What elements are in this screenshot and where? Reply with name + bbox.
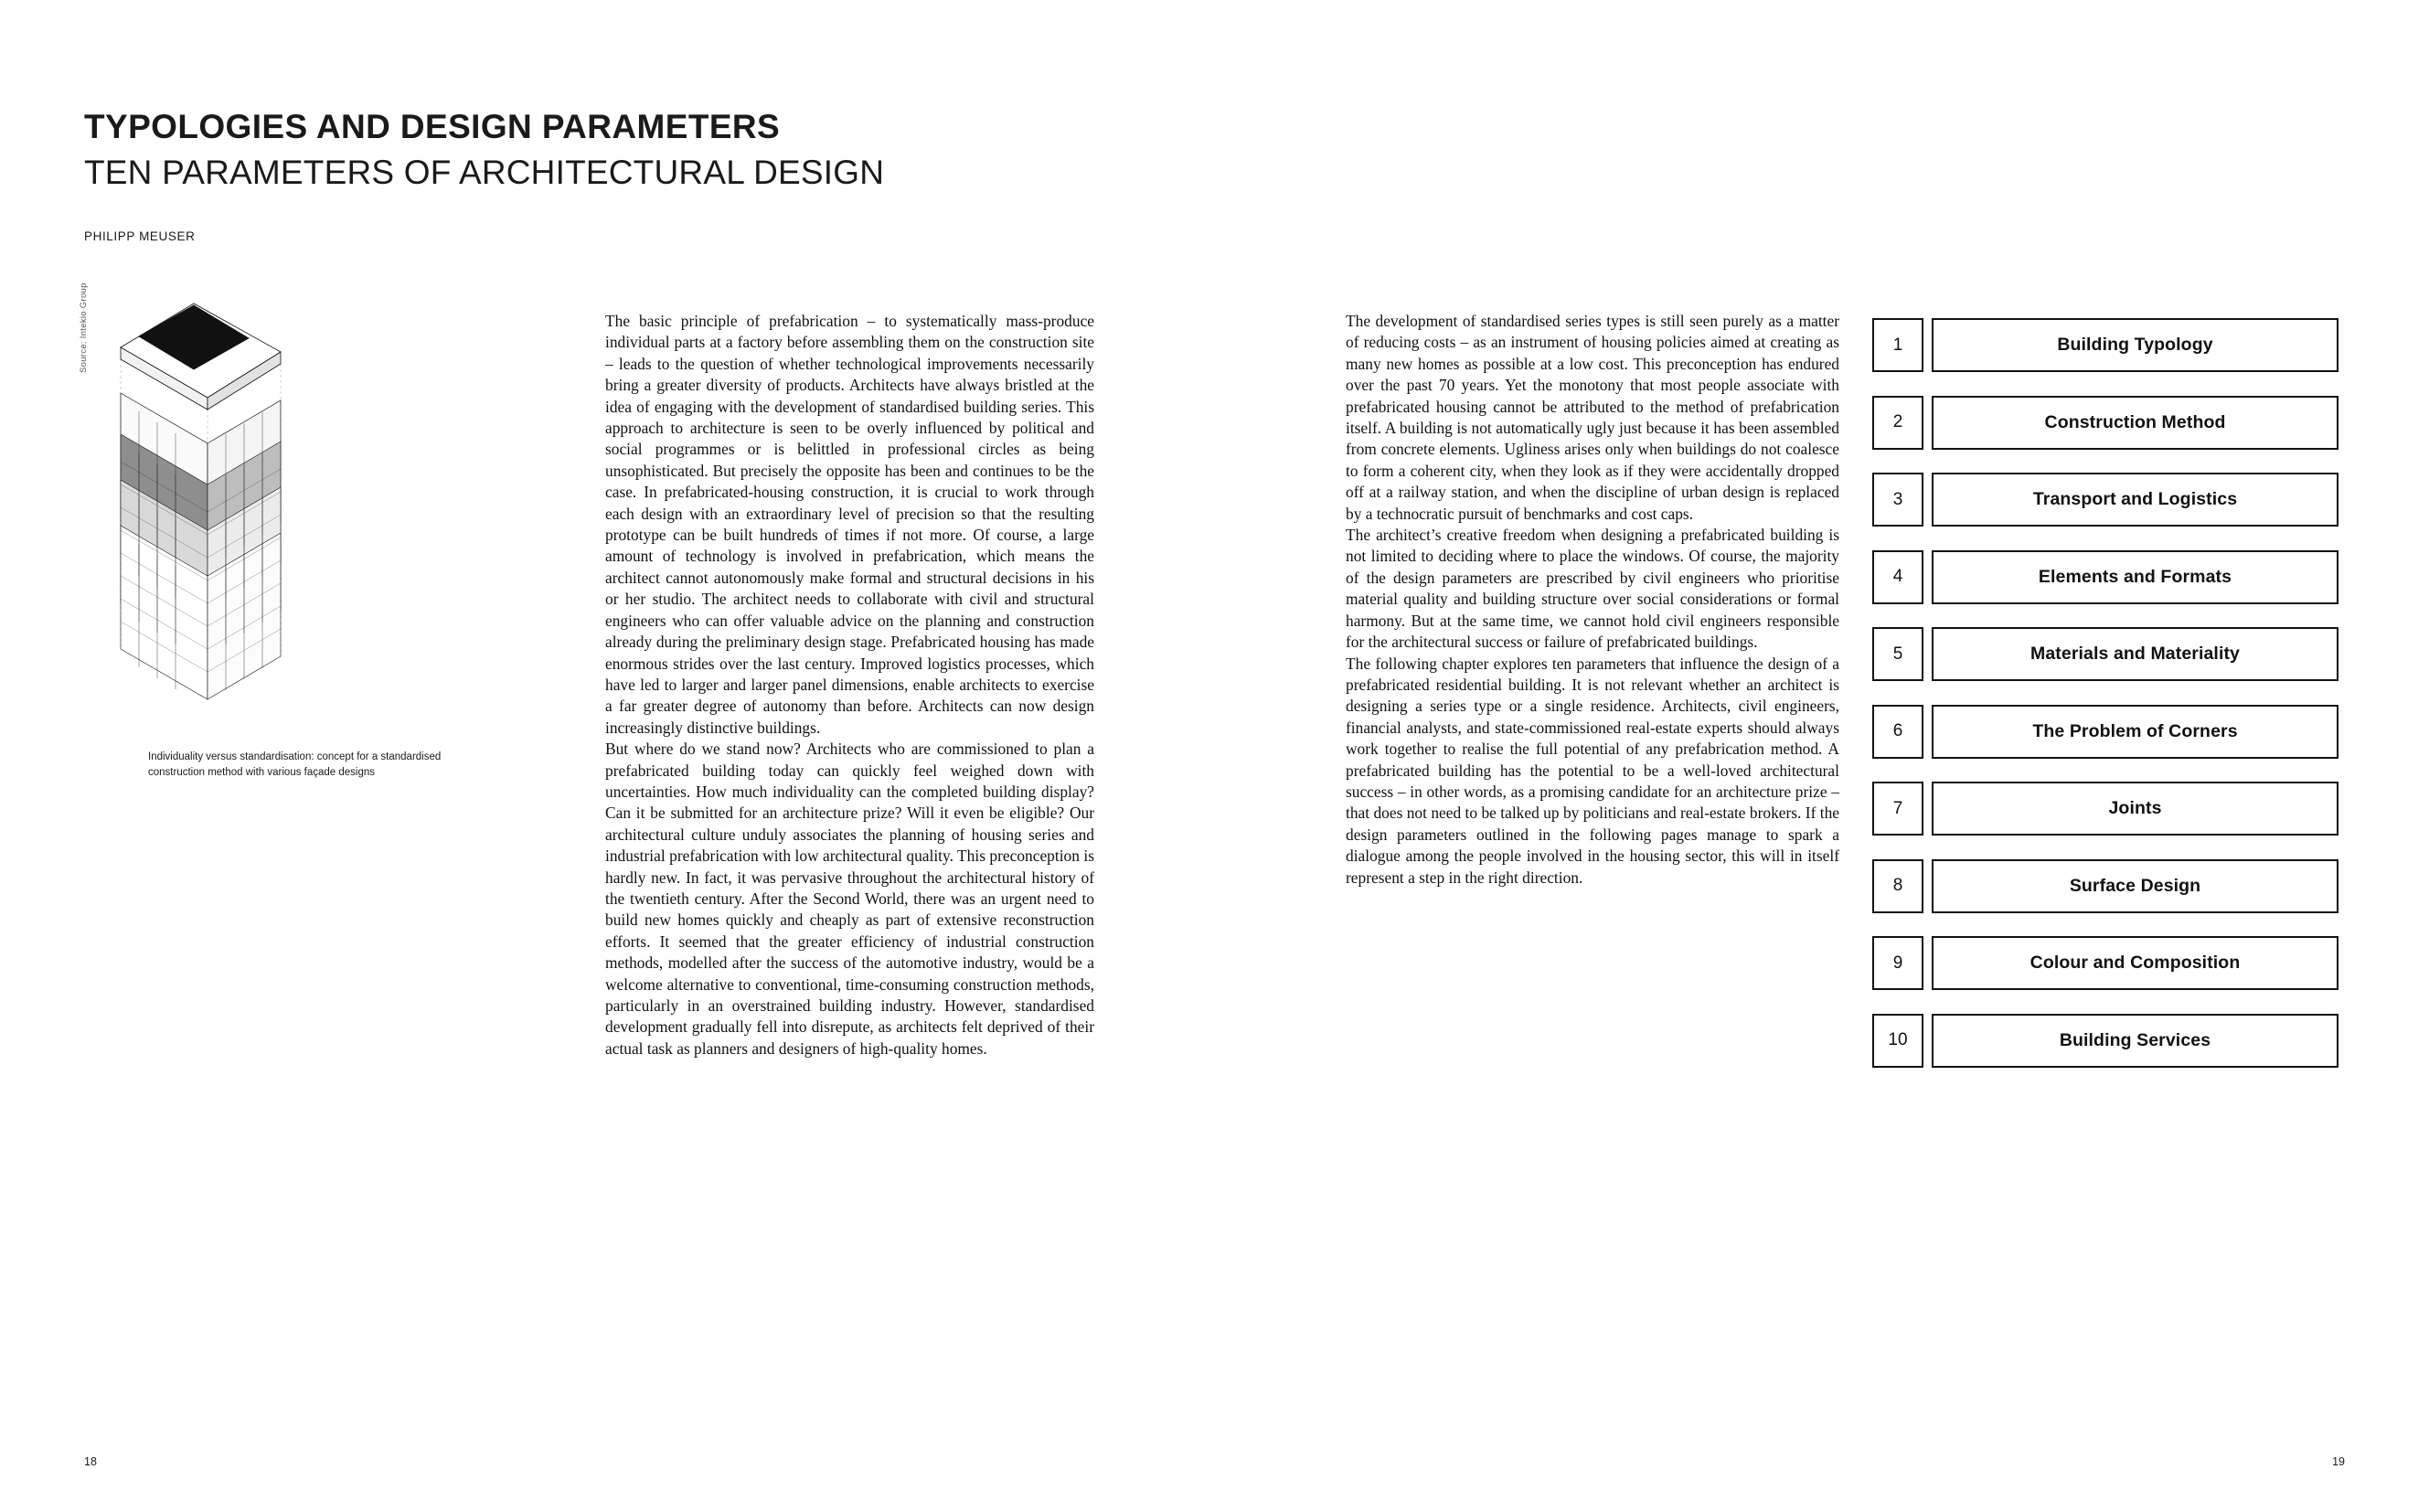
page-header: [84, 108, 1364, 243]
parameter-item-8: [1872, 859, 2338, 913]
parameter-label: Building Typology: [1932, 318, 2338, 372]
paragraph-right-2: The architect’s creative freedom when designing a prefabricated building is not limited to deciding where to place the windows. Of course, the majority of the design parameters are prescribed by civil engineers who prioritise material quality and building structure over social considerations or formal harmony. But at the same time, we cannot hold civil engineers responsible for the architectural success or failure of prefabricated buildings.: [1346, 526, 1839, 652]
parameter-label: The Problem of Corners: [1932, 705, 2338, 759]
parameter-number: 8: [1872, 859, 1923, 913]
body-column-right: [1346, 311, 1839, 889]
parameter-item-1: [1872, 318, 2338, 372]
parameter-label: Construction Method: [1932, 396, 2338, 450]
parameter-item-7: [1872, 782, 2338, 836]
parameter-label: Transport and Logistics: [1932, 473, 2338, 527]
axonometric-building-diagram: [84, 293, 477, 750]
paragraph-right-1: The development of standardised series types is still seen purely as a matter of reducing costs – as an instrument of housing policies aimed at creating as many new homes as possible at a low cost. This preconception has endured over the past 70 years. Yet the monotony that most people associate with prefabricated housing cannot be attributed to the method of prefabrication itself. A building is not automatically ugly just because it has been assembled from concrete elements. Ugliness arises only when buildings do not coalesce to form a coherent city, when they look as if they were accidentally dropped off at a railway station, and when the discipline of urban design is replaced by a technocratic pursuit of benchmarks and cost caps.: [1346, 312, 1839, 523]
paragraph-left-1: The basic principle of prefabrication – to systematically mass-produce individual parts at a factory before assembling them on the construction site – leads to the question of whether technological improvements necessarily bring a greater diversity of products. Architects have always bristled at the idea of engaging with the development of standardised building series. This approach to architecture is seen to be overly influenced by political and social programmes or is belittled in professional circles as being unsophisticated. But precisely the opposite has been and continues to be the case. In prefabricated-housing construction, it is crucial to work through each design with an extraordinary level of precision so that the resulting prototype can be built hundreds of times if not more. Of course, a large amount of technology is involved in prefabrication, which means the architect cannot autonomously make formal and structural decisions in his or her studio. The architect needs to collaborate with civil and structural engineers who can offer valuable advice on the planning and construction already during the preliminary design stage. Prefabricated housing has made enormous strides over the last century. Improved logistics processes, which have led to larger and larger panel dimensions, enable architects to exercise a far greater degree of autonomy than before. Architects can now design increasingly distinctive buildings.: [605, 312, 1094, 737]
parameter-number: 3: [1872, 473, 1923, 527]
parameter-label: Materials and Materiality: [1932, 627, 2338, 681]
parameter-label: Building Services: [1932, 1014, 2338, 1068]
parameter-item-5: [1872, 627, 2338, 681]
page-number-right: 19: [2332, 1455, 2345, 1468]
parameter-number: 1: [1872, 318, 1923, 372]
page-subtitle: TEN PARAMETERS OF ARCHITECTURAL DESIGN: [84, 153, 885, 191]
figure-caption: Individuality versus standardisation: concept for a standardised construction method with various façade designs: [148, 751, 442, 778]
figure-source-credit: Source: Intekio Group: [79, 282, 89, 373]
parameter-item-2: [1872, 396, 2338, 450]
parameter-number: 10: [1872, 1014, 1923, 1068]
parameter-item-6: [1872, 705, 2338, 759]
parameter-label: Colour and Composition: [1932, 936, 2338, 990]
parameter-label: Surface Design: [1932, 859, 2338, 913]
parameter-item-9: [1872, 936, 2338, 990]
figure-block: [64, 282, 494, 804]
parameter-item-10: [1872, 1014, 2338, 1068]
paragraph-right-3: The following chapter explores ten parameters that influence the design of a prefabricated residential building. It is not relevant whether an architect is designing a series type or a single residence. Architects, civil engineers, financial analysts, and state-commissioned real-estate experts should always work together to realise the full potential of any prefabrication method. A prefabricated building has the potential to be a well-loved architectural success – in other words, as a promising candidate for an architecture prize – that does not need to be talked up by politicians and real-estate brokers. If the design parameters outlined in the following pages manage to spark a dialogue among the people involved in the housing sector, this will in itself represent a step in the right direction.: [1346, 654, 1839, 887]
parameter-number: 7: [1872, 782, 1923, 836]
page-title: TYPOLOGIES AND DESIGN PARAMETERS: [84, 108, 781, 145]
author-name: PHILIPP MEUSER: [84, 229, 196, 243]
parameter-label: Elements and Formats: [1932, 550, 2338, 604]
parameter-item-3: [1872, 473, 2338, 527]
body-column-left: [605, 311, 1094, 1059]
parameter-number: 9: [1872, 936, 1923, 990]
paragraph-left-2: But where do we stand now? Architects who are commissioned to plan a prefabricated building today can quickly feel weighed down with uncertainties. How much individuality can the completed building display? Can it be submitted for an architecture prize? Will it even be eligible? Our architectural culture unduly associates the planning of housing series and industrial prefabrication with low architectural quality. This preconception is hardly new. In fact, it was pervasive throughout the architectural history of the twentieth century. After the Second World, there was an urgent need to build new homes quickly and cheaply as part of extensive reconstruction efforts. It seemed that the greater efficiency of industrial construction methods, modelled after the success of the automotive industry, would be a welcome alternative to conventional, time-consuming construction methods, particularly in an overstrained building industry. However, standardised development gradually fell into disrepute, as architects felt deprived of their actual task as planners and designers of high-quality homes.: [605, 740, 1094, 1058]
page-number-left: 18: [84, 1455, 97, 1468]
parameter-number: 4: [1872, 550, 1923, 604]
parameter-number: 5: [1872, 627, 1923, 681]
parameter-label: Joints: [1932, 782, 2338, 836]
parameter-item-4: [1872, 550, 2338, 604]
parameter-number: 2: [1872, 396, 1923, 450]
parameter-list: [1872, 318, 2338, 1091]
parameter-number: 6: [1872, 705, 1923, 759]
